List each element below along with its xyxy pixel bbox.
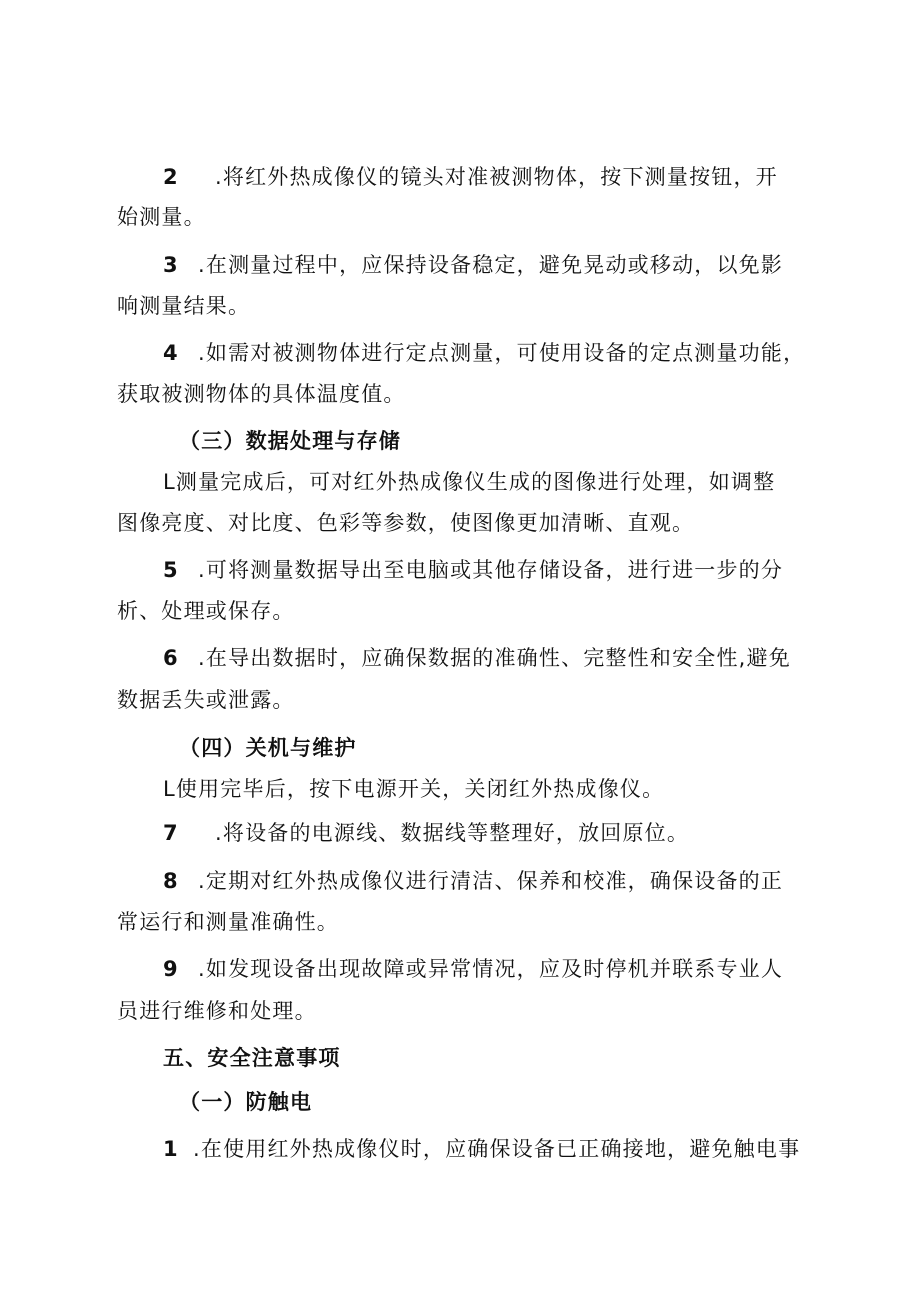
line-text: 员进行维修和处理。 xyxy=(117,999,317,1023)
heading-text: （三）数据处理与存储 xyxy=(179,429,401,453)
paragraph-line xyxy=(0,555,920,585)
paragraph-line xyxy=(0,907,920,937)
paragraph-line xyxy=(0,596,920,626)
paragraph-line xyxy=(0,685,920,715)
line-text: .将设备的电源线、数据线等整理好，放回原位。 xyxy=(215,821,690,845)
paragraph-line xyxy=(0,866,920,896)
line-text: .在导出数据时，应确保数据的准确性、完整性和安全性,避免 xyxy=(198,646,791,670)
paragraph-line xyxy=(0,1134,920,1164)
line-text: .将红外热成像仪的镜头对准被测物体，按下测量按钮，开 xyxy=(215,165,778,189)
heading-text: （四）关机与维护 xyxy=(179,736,357,760)
item-number: 7 xyxy=(163,821,179,845)
item-number: 2 xyxy=(163,165,179,189)
section-heading xyxy=(0,1087,920,1117)
paragraph-line xyxy=(0,508,920,538)
paragraph-line xyxy=(0,643,920,673)
paragraph-line xyxy=(0,379,920,409)
paragraph-line xyxy=(0,291,920,321)
item-number: 1 xyxy=(163,1137,179,1161)
line-text: .在测量过程中，应保持设备稳定，避免晃动或移动，以免影 xyxy=(198,253,784,277)
item-number: 9 xyxy=(163,957,179,981)
line-text: L测量完成后，可对红外热成像仪生成的图像进行处理，如调整 xyxy=(163,470,776,494)
item-number: 6 xyxy=(163,646,179,670)
item-number: 8 xyxy=(163,869,179,893)
line-text: .可将测量数据导出至电脑或其他存储设备，进行进一步的分 xyxy=(198,558,784,582)
paragraph-line xyxy=(0,954,920,984)
line-text: .如需对被测物体进行定点测量，可使用设备的定点测量功能， xyxy=(198,341,806,365)
paragraph-line xyxy=(0,467,920,497)
section-heading xyxy=(0,426,920,456)
line-text: 数据丢失或泄露。 xyxy=(117,688,295,712)
line-text: 响测量结果。 xyxy=(117,294,251,318)
item-number: 4 xyxy=(163,341,179,365)
chapter-heading xyxy=(0,1043,920,1073)
line-text: .在使用红外热成像仪时，应确保设备已正确接地，避免触电事 xyxy=(193,1137,801,1161)
heading-text: （一）防触电 xyxy=(179,1090,313,1114)
paragraph-line xyxy=(0,202,920,232)
line-text: 获取被测物体的具体温度值。 xyxy=(117,382,406,406)
line-text: L使用完毕后，按下电源开关，关闭红外热成像仪。 xyxy=(163,777,665,801)
line-text: .如发现设备出现故障或异常情况，应及时停机并联系专业人 xyxy=(198,957,784,981)
paragraph-line xyxy=(0,774,920,804)
line-text: 图像亮度、对比度、色彩等参数，使图像更加清晰、直观。 xyxy=(117,511,695,535)
paragraph-line xyxy=(0,338,920,368)
line-text: 常运行和测量准确性。 xyxy=(117,910,339,934)
heading-text: 五、安全注意事项 xyxy=(163,1046,341,1070)
line-text: 始测量。 xyxy=(117,205,206,229)
paragraph-line xyxy=(0,250,920,280)
paragraph-line xyxy=(0,162,920,192)
paragraph-line xyxy=(0,996,920,1026)
line-text: .定期对红外热成像仪进行清洁、保养和校准，确保设备的正 xyxy=(198,869,784,893)
item-number: 3 xyxy=(163,253,179,277)
line-text: 析、处理或保存。 xyxy=(117,599,295,623)
item-number: 5 xyxy=(163,558,179,582)
section-heading xyxy=(0,733,920,763)
paragraph-line xyxy=(0,818,920,848)
